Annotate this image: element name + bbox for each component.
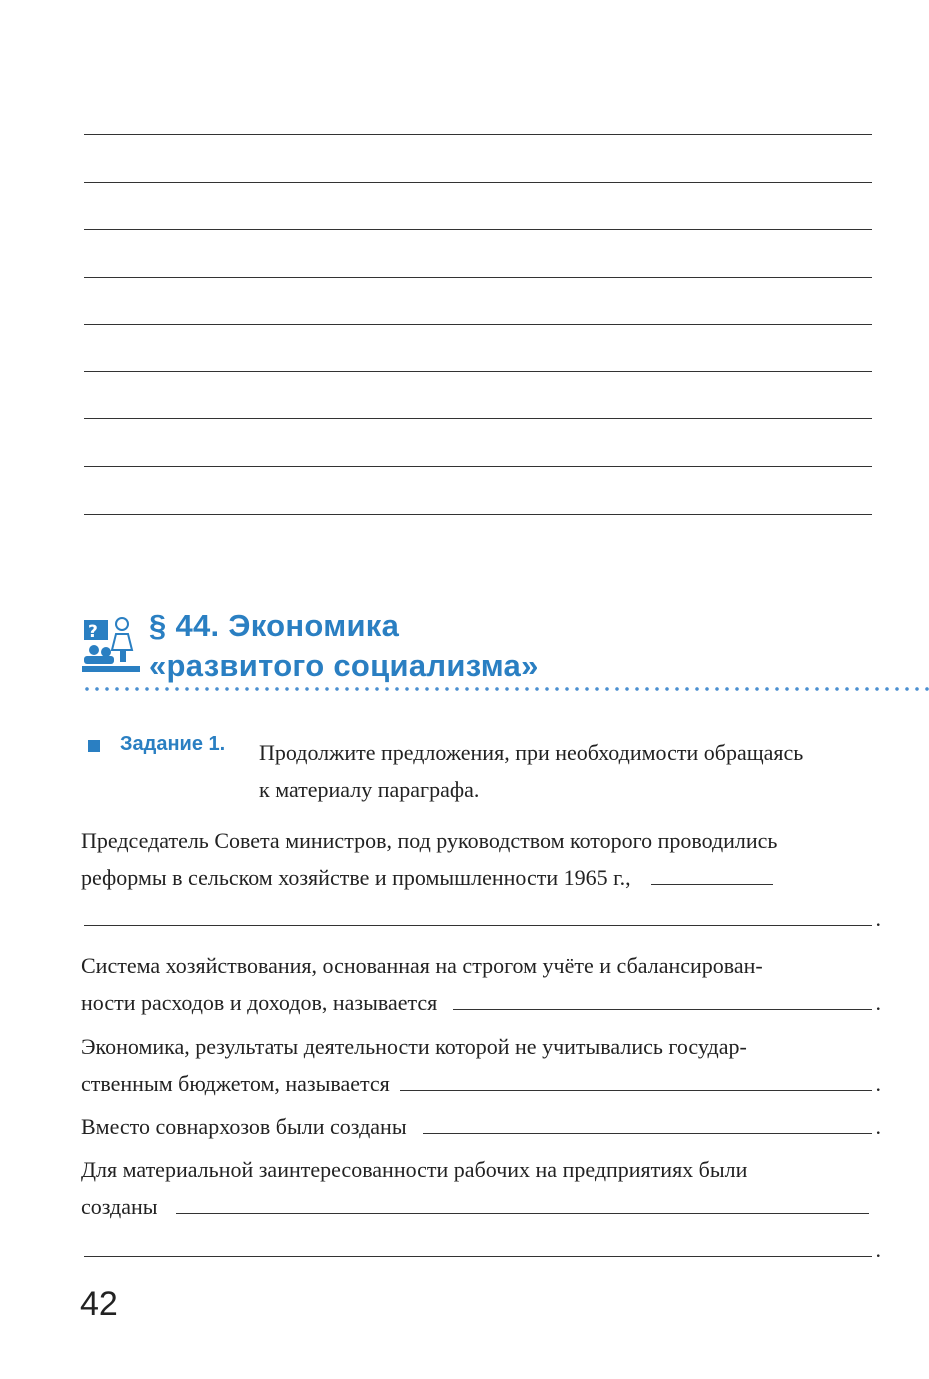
sentence-3: [81, 1028, 881, 1102]
sentence-5-line2: созданы: [81, 1194, 158, 1219]
period: .: [875, 990, 881, 1015]
section-title-line1: § 44. Экономика: [149, 608, 400, 643]
sentence-4: [81, 1108, 881, 1145]
writing-line[interactable]: [84, 418, 872, 419]
writing-line[interactable]: [84, 514, 872, 515]
svg-text:?: ?: [88, 622, 98, 642]
sentence-2: [81, 947, 881, 1021]
period: .: [875, 1071, 881, 1096]
answer-blank-2[interactable]: [453, 987, 871, 1010]
writing-line[interactable]: [84, 134, 872, 135]
period: .: [875, 906, 881, 931]
answer-blank-3[interactable]: [400, 1068, 872, 1091]
answer-blank-1b[interactable]: [84, 903, 872, 926]
answer-blank-1a[interactable]: [651, 862, 773, 885]
teacher-students-icon: [82, 614, 140, 674]
writing-line[interactable]: [84, 229, 872, 230]
page-number: 42: [80, 1285, 118, 1323]
task-instruction-line2: к материалу параграфа.: [259, 777, 480, 802]
section-title: [149, 606, 539, 686]
sentence-3-line2: ственным бюджетом, называется: [81, 1071, 390, 1096]
sentence-1-line2: реформы в сельском хозяйстве и промышленности 1965 г.,: [81, 865, 631, 890]
sentence-3-line1: Экономика, результаты деятельности которой не учитывались государ-: [81, 1034, 747, 1059]
sentence-2-line2: ности расходов и доходов, называется: [81, 990, 438, 1015]
answer-blank-5b[interactable]: [84, 1234, 872, 1257]
sentence-2-line1: Система хозяйствования, основанная на строгом учёте и сбалансирован-: [81, 953, 763, 978]
task-instruction-line1: Продолжите предложения, при необходимости обращаясь: [259, 740, 804, 765]
task-label: Задание 1.: [120, 733, 226, 755]
sentence-5-line1: Для материальной заинтересованности рабочих на предприятиях были: [81, 1157, 748, 1182]
period: .: [875, 1114, 881, 1139]
sentence-5: [81, 1151, 881, 1268]
period: .: [875, 1237, 881, 1262]
writing-line[interactable]: [84, 277, 872, 278]
answer-blank-4[interactable]: [423, 1111, 872, 1134]
writing-line[interactable]: [84, 324, 872, 325]
writing-line[interactable]: [84, 182, 872, 183]
sentence-1: [81, 822, 881, 937]
task-bullet: [88, 740, 100, 752]
answer-blank-5a[interactable]: [176, 1191, 869, 1214]
task-instruction: [259, 734, 884, 808]
dotted-divider: [82, 686, 929, 692]
writing-line[interactable]: [84, 466, 872, 467]
sentence-1-line1: Председатель Совета министров, под руководством которого проводились: [81, 828, 778, 853]
sentence-4-line1: Вместо совнархозов были созданы: [81, 1114, 407, 1139]
writing-line[interactable]: [84, 371, 872, 372]
section-title-line2: «развитого социализма»: [149, 648, 539, 683]
